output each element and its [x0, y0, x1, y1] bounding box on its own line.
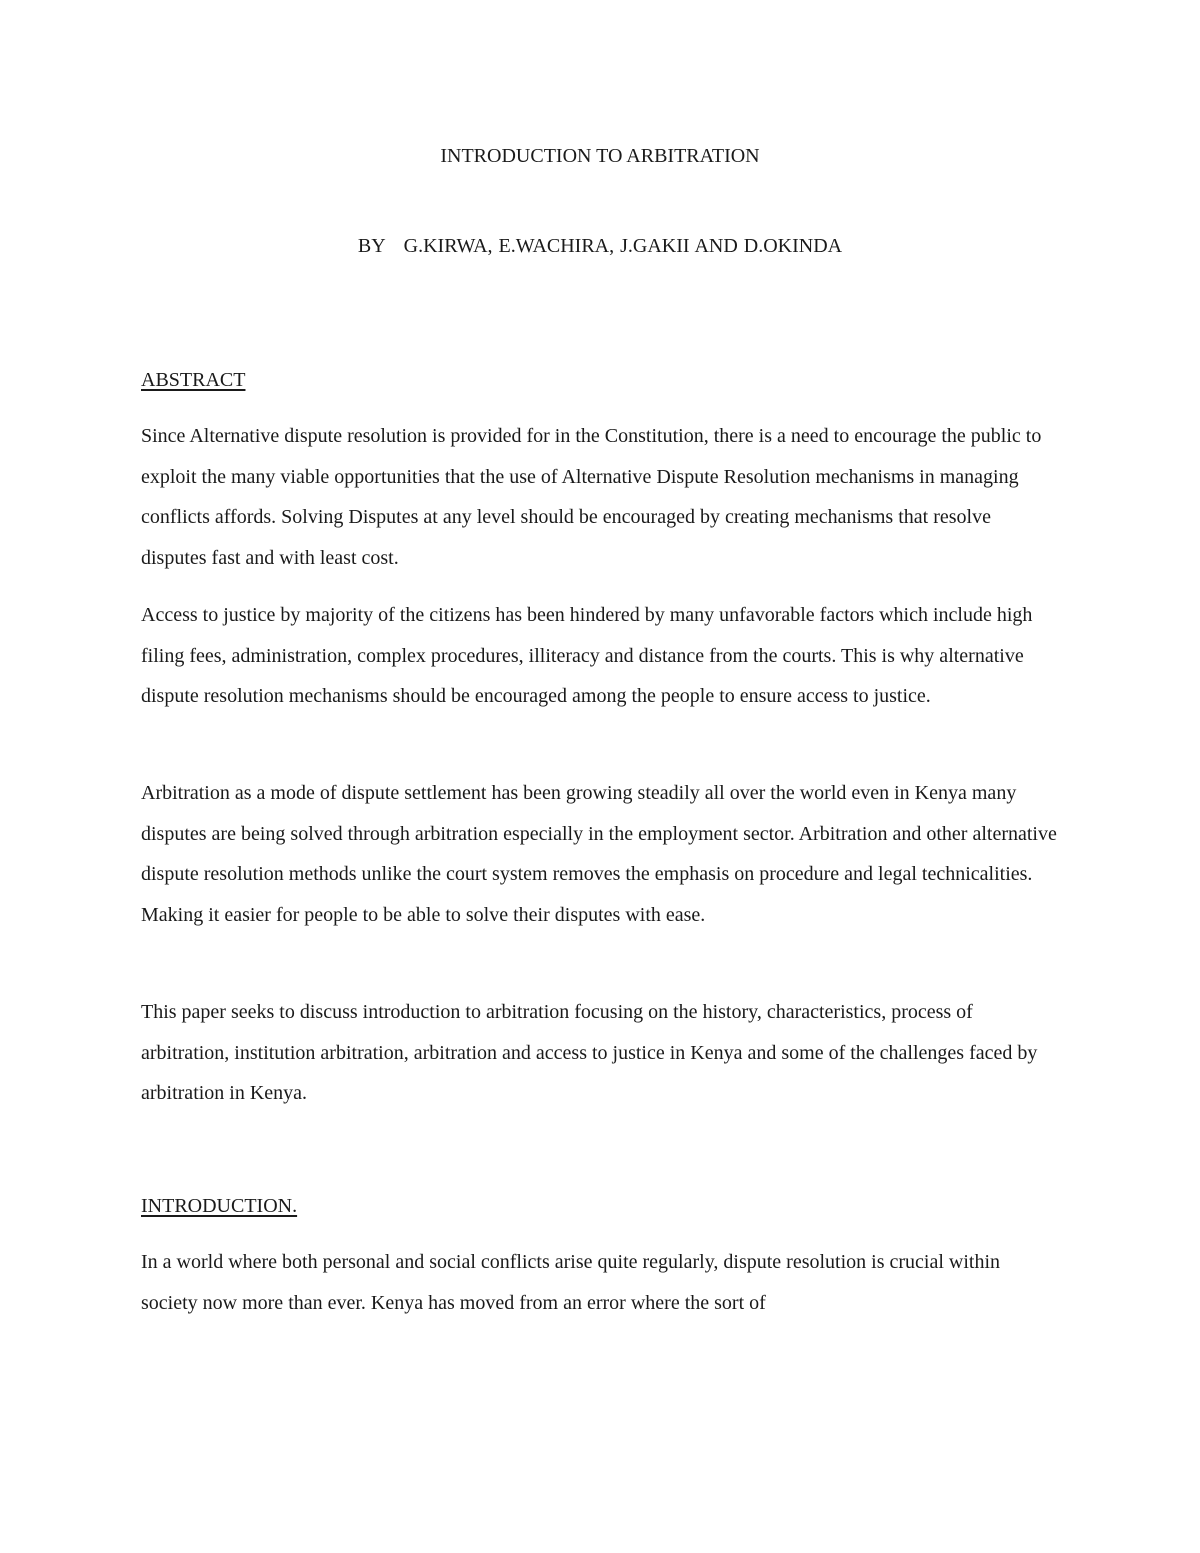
introduction-heading: INTRODUCTION. — [141, 1195, 298, 1217]
abstract-paragraph: Arbitration as a mode of dispute settlement has been growing steadily all over the world even in Kenya many disputes are being solved through arbitration especially in the employment sector. Arbitration and other alternative dispute resolution methods unlike the court system removes the emphasis on procedure and legal technicalities. Making it easier for people to be able to solve their disputes with ease. — [141, 782, 1057, 926]
document-title: INTRODUCTION TO ARBITRATION — [440, 145, 760, 167]
introduction-paragraph: In a world where both personal and social conflicts arise quite regularly, dispute resolution is crucial within society now more than ever. Kenya has moved from an error where the sort of — [141, 1251, 1001, 1314]
abstract-paragraph: This paper seeks to discuss introduction to arbitration focusing on the history, characteristics, process of arbitration, institution arbitration, arbitration and access to justice in Kenya and some of the challenges faced by arbitration in Kenya. — [141, 1001, 1038, 1105]
abstract-paragraph: Access to justice by majority of the citizens has been hindered by many unfavorable factors which include high filing fees, administration, complex procedures, illiteracy and distance from the courts. This is why alternative dispute resolution mechanisms should be encouraged among the people to ensure access to justice. — [141, 604, 1033, 708]
document-authors: BY G.KIRWA, E.WACHIRA, J.GAKII AND D.OKINDA — [357, 235, 843, 257]
abstract-paragraph: Since Alternative dispute resolution is provided for in the Constitution, there is a need to encourage the public to exploit the many viable opportunities that the use of Alternative Dispute Resolution mechanisms in managing conflicts affords. Solving Disputes at any level should be encouraged by creating mechanisms that resolve disputes fast and with least cost. — [141, 425, 1042, 569]
abstract-heading: ABSTRACT — [141, 369, 246, 391]
